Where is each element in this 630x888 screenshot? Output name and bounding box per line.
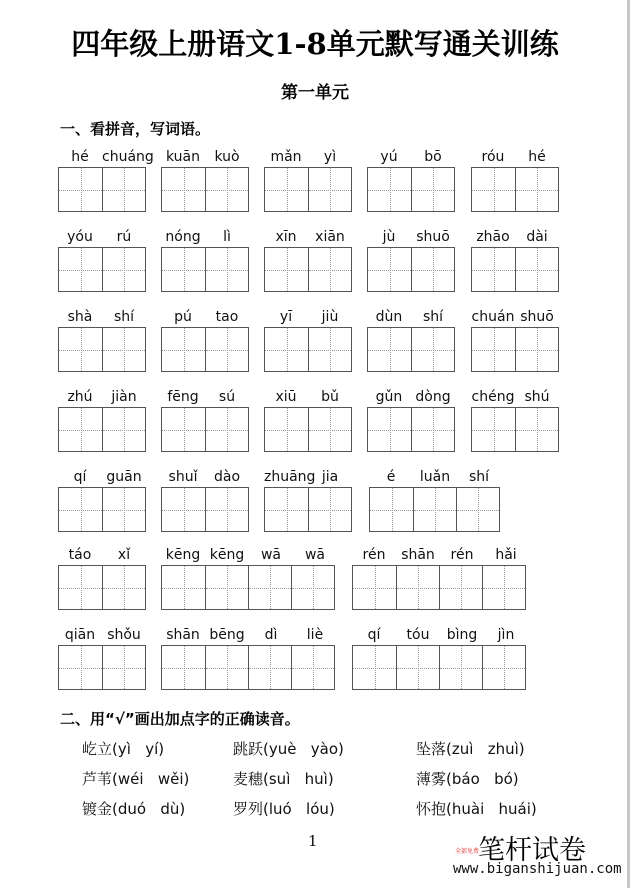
pinyin-syllable: bǔ [321, 389, 339, 405]
item-word: 薄雾 [416, 770, 447, 788]
writing-cell[interactable] [411, 168, 454, 211]
writing-cell[interactable] [396, 566, 439, 609]
writing-cell[interactable] [353, 566, 396, 609]
pinyin-syllable: tao [215, 309, 239, 325]
character-boxes [58, 645, 146, 690]
writing-cell[interactable] [162, 168, 205, 211]
pinyin-syllable: shí [113, 309, 135, 325]
writing-cell[interactable] [472, 168, 515, 211]
pinyin-syllable: zhú [67, 389, 93, 405]
watermark-url: www.biganshijuan.com [453, 861, 622, 877]
writing-cell[interactable] [59, 328, 102, 371]
watermark-tag: 全部免费 [455, 848, 480, 855]
writing-cell[interactable] [205, 566, 248, 609]
item-word: 麦穗 [233, 770, 264, 788]
item-word: 跳跃 [233, 740, 264, 758]
item-word: 罗列 [233, 800, 264, 818]
writing-cell[interactable] [162, 646, 205, 689]
writing-cell[interactable] [353, 646, 396, 689]
pinyin-syllable: xǐ [117, 547, 131, 563]
writing-cell[interactable] [162, 488, 205, 531]
item-options[interactable]: (yuè yào) [263, 740, 344, 758]
character-boxes [58, 407, 146, 452]
item-options[interactable]: (huài huái) [446, 800, 537, 818]
character-boxes [161, 327, 249, 372]
writing-cell[interactable] [205, 408, 248, 451]
writing-cell[interactable] [413, 488, 456, 531]
item-word: 坠落 [416, 740, 447, 758]
pinyin-syllable: tóu [406, 627, 430, 643]
document-title: 四年级上册语文1-8单元默写通关训练 [71, 27, 559, 61]
character-boxes [264, 407, 352, 452]
item-options[interactable]: (duó dù) [112, 800, 186, 818]
pinyin-syllable: chuán [471, 309, 515, 325]
pinyin-syllable: hé [71, 149, 89, 165]
writing-cell[interactable] [515, 248, 558, 291]
pinyin-syllable: shuō [520, 309, 554, 325]
writing-cell[interactable] [205, 488, 248, 531]
writing-cell[interactable] [411, 248, 454, 291]
pinyin-syllable: jìn [497, 627, 515, 643]
writing-cell[interactable] [515, 168, 558, 211]
pinyin-syllable: yī [279, 309, 293, 325]
writing-cell[interactable] [291, 646, 334, 689]
pronunciation-item[interactable] [82, 768, 189, 789]
pinyin-syllable: jiù [321, 309, 339, 325]
character-boxes [367, 407, 455, 452]
pinyin-syllable: yú [380, 149, 398, 165]
pinyin-syllable: é [386, 469, 396, 485]
character-boxes [367, 327, 455, 372]
writing-cell[interactable] [472, 248, 515, 291]
writing-cell[interactable] [368, 168, 411, 211]
writing-cell[interactable] [265, 248, 308, 291]
pinyin-syllable: qí [367, 627, 381, 643]
pinyin-syllable: bìng [446, 627, 478, 643]
character-boxes [367, 247, 455, 292]
character-boxes [161, 645, 335, 690]
writing-cell[interactable] [411, 408, 454, 451]
writing-cell[interactable] [265, 408, 308, 451]
pinyin-syllable: shān [166, 627, 200, 643]
pinyin-syllable: nóng [165, 229, 201, 245]
pinyin-syllable: jiàn [111, 389, 137, 405]
pinyin-syllable: rén [362, 547, 386, 563]
writing-cell[interactable] [456, 488, 499, 531]
pinyin-syllable: dùn [375, 309, 403, 325]
pinyin-syllable: rén [450, 547, 474, 563]
pronunciation-item[interactable] [233, 738, 344, 759]
character-boxes [264, 167, 352, 212]
pinyin-syllable: dào [213, 469, 241, 485]
writing-cell[interactable] [205, 646, 248, 689]
pinyin-syllable: xīn [275, 229, 297, 245]
writing-cell[interactable] [59, 168, 102, 211]
pinyin-syllable: dài [526, 229, 548, 245]
writing-cell[interactable] [162, 248, 205, 291]
pinyin-syllable: gǔn [375, 389, 403, 405]
item-word: 怀抱 [416, 800, 447, 818]
writing-cell[interactable] [162, 566, 205, 609]
pinyin-syllable: liè [306, 627, 324, 643]
pinyin-syllable: táo [68, 547, 92, 563]
writing-cell[interactable] [102, 328, 145, 371]
writing-cell[interactable] [59, 566, 102, 609]
pronunciation-item[interactable] [82, 798, 185, 819]
writing-cell[interactable] [396, 646, 439, 689]
pinyin-syllable: guān [106, 469, 142, 485]
writing-cell[interactable] [248, 566, 291, 609]
writing-cell[interactable] [308, 488, 351, 531]
writing-cell[interactable] [482, 646, 525, 689]
pinyin-syllable: wā [304, 547, 326, 563]
character-boxes [161, 247, 249, 292]
character-boxes [352, 645, 526, 690]
writing-cell[interactable] [308, 248, 351, 291]
page-number: 1 [308, 832, 318, 850]
pinyin-syllable: yóu [67, 229, 93, 245]
pinyin-syllable: xiān [315, 229, 345, 245]
writing-cell[interactable] [411, 328, 454, 371]
pinyin-syllable: kuò [214, 149, 240, 165]
writing-cell[interactable] [102, 408, 145, 451]
pinyin-syllable: lì [223, 229, 231, 245]
writing-cell[interactable] [482, 566, 525, 609]
writing-cell[interactable] [265, 328, 308, 371]
pinyin-syllable: kēng [165, 547, 201, 563]
writing-cell[interactable] [291, 566, 334, 609]
pinyin-syllable: shān [401, 547, 435, 563]
writing-cell[interactable] [472, 328, 515, 371]
pinyin-syllable: bēng [209, 627, 245, 643]
pinyin-syllable: shuǐ [168, 469, 198, 485]
writing-cell[interactable] [515, 328, 558, 371]
pronunciation-item[interactable] [233, 768, 334, 789]
pinyin-syllable: shí [422, 309, 444, 325]
pinyin-syllable: chuáng [102, 149, 154, 165]
pinyin-syllable: bō [424, 149, 442, 165]
pronunciation-item[interactable] [82, 738, 164, 759]
writing-cell[interactable] [205, 328, 248, 371]
pinyin-syllable: pú [174, 309, 192, 325]
pinyin-syllable: mǎn [270, 149, 302, 165]
section2-heading: 二、用“√”画出加点字的正确读音。 [60, 710, 300, 728]
pinyin-syllable: shǒu [107, 627, 141, 643]
writing-cell[interactable] [102, 248, 145, 291]
pronunciation-item[interactable] [416, 768, 519, 789]
pinyin-syllable: shuō [416, 229, 450, 245]
pronunciation-item[interactable] [233, 798, 335, 819]
pinyin-syllable: jia [321, 469, 339, 485]
character-boxes [58, 327, 146, 372]
writing-cell[interactable] [162, 328, 205, 371]
character-boxes [471, 167, 559, 212]
pinyin-syllable: fēng [167, 389, 199, 405]
pinyin-syllable: shú [524, 389, 550, 405]
pinyin-syllable: chéng [471, 389, 515, 405]
writing-cell[interactable] [59, 646, 102, 689]
pinyin-syllable: rú [116, 229, 132, 245]
pinyin-syllable: qí [73, 469, 87, 485]
character-boxes [58, 247, 146, 292]
character-boxes [264, 487, 352, 532]
writing-cell[interactable] [368, 408, 411, 451]
pinyin-syllable: wā [260, 547, 282, 563]
writing-cell[interactable] [308, 168, 351, 211]
character-boxes [161, 167, 249, 212]
writing-cell[interactable] [370, 488, 413, 531]
writing-cell[interactable] [265, 488, 308, 531]
item-options[interactable]: (báo bó) [446, 770, 519, 788]
writing-cell[interactable] [308, 408, 351, 451]
writing-cell[interactable] [102, 168, 145, 211]
pinyin-syllable: dì [264, 627, 278, 643]
writing-cell[interactable] [102, 646, 145, 689]
section1-heading: 一、看拼音，写词语。 [60, 120, 211, 138]
pinyin-syllable: kuān [165, 149, 200, 165]
writing-cell[interactable] [368, 328, 411, 371]
item-options[interactable]: (yì yí) [112, 740, 165, 758]
writing-cell[interactable] [102, 488, 145, 531]
pinyin-syllable: jù [382, 229, 396, 245]
pronunciation-item[interactable] [416, 798, 537, 819]
pinyin-syllable: zhāo [476, 229, 510, 245]
writing-cell[interactable] [59, 488, 102, 531]
character-boxes [369, 487, 500, 532]
pinyin-syllable: luǎn [419, 469, 451, 485]
writing-cell[interactable] [439, 646, 482, 689]
character-boxes [161, 487, 249, 532]
character-boxes [58, 565, 146, 610]
pinyin-syllable: róu [481, 149, 505, 165]
character-boxes [161, 565, 335, 610]
item-word: 镀金 [82, 800, 113, 818]
unit-title: 第一单元 [281, 83, 349, 103]
character-boxes [58, 167, 146, 212]
item-word: 芦苇 [82, 770, 113, 788]
pinyin-syllable: qiān [64, 627, 96, 643]
writing-cell[interactable] [205, 248, 248, 291]
writing-cell[interactable] [265, 168, 308, 211]
writing-cell[interactable] [308, 328, 351, 371]
writing-cell[interactable] [102, 566, 145, 609]
pinyin-syllable: xiū [275, 389, 297, 405]
writing-cell[interactable] [205, 168, 248, 211]
pinyin-syllable: yì [323, 149, 337, 165]
item-options[interactable]: (wéi wěi) [112, 770, 190, 788]
pinyin-syllable: kēng [209, 547, 245, 563]
pinyin-syllable: sú [218, 389, 236, 405]
writing-cell[interactable] [472, 408, 515, 451]
writing-cell[interactable] [515, 408, 558, 451]
character-boxes [58, 487, 146, 532]
item-word: 屹立 [82, 740, 113, 758]
pinyin-syllable: hǎi [495, 547, 517, 563]
pinyin-syllable: hé [528, 149, 546, 165]
pinyin-syllable: shí [468, 469, 490, 485]
writing-cell[interactable] [162, 408, 205, 451]
writing-cell[interactable] [59, 408, 102, 451]
pronunciation-item[interactable] [416, 738, 525, 759]
character-boxes [471, 327, 559, 372]
character-boxes [471, 247, 559, 292]
pinyin-syllable: dòng [415, 389, 451, 405]
character-boxes [264, 327, 352, 372]
writing-cell[interactable] [59, 248, 102, 291]
item-options[interactable]: (zuì zhuì) [446, 740, 525, 758]
character-boxes [264, 247, 352, 292]
pinyin-syllable: shà [67, 309, 93, 325]
character-boxes [161, 407, 249, 452]
item-options[interactable]: (luó lóu) [263, 800, 335, 818]
character-boxes [352, 565, 526, 610]
character-boxes [471, 407, 559, 452]
item-options[interactable]: (suì huì) [263, 770, 334, 788]
writing-cell[interactable] [439, 566, 482, 609]
writing-cell[interactable] [368, 248, 411, 291]
writing-cell[interactable] [248, 646, 291, 689]
pinyin-syllable: zhuāng [264, 469, 316, 485]
character-boxes [367, 167, 455, 212]
watermark-brand: 笔杆试卷 [478, 835, 586, 866]
